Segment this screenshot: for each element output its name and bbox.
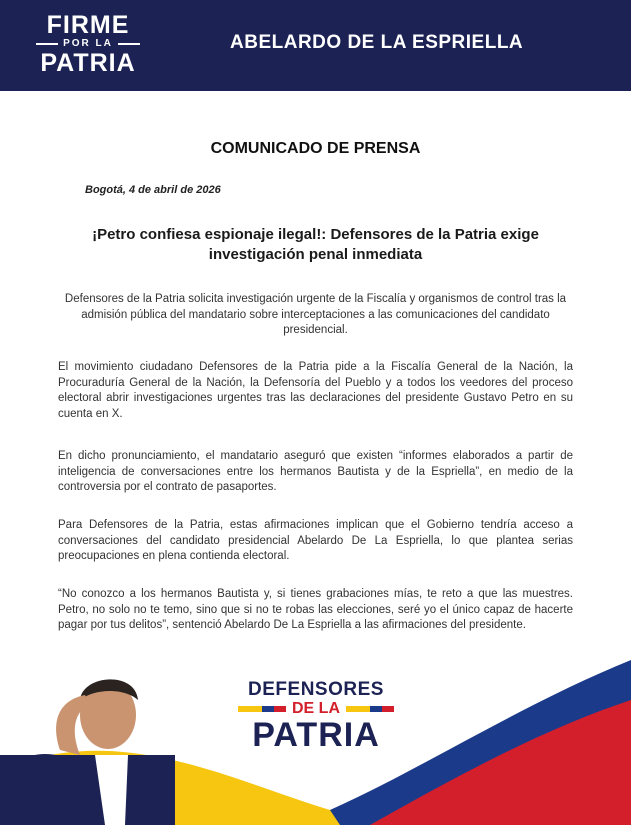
body-paragraph-1: El movimiento ciudadano Defensores de la Patria pide a la Fiscalía General de la Nación, la Procuraduría General de la Nación, la Defensoría del Pueblo y a todos los veedores del proceso electoral abrir investigaciones urgentes tras las declaraciones del presidente Gustavo Petro en su cuenta en X. bbox=[58, 361, 573, 420]
document-title: COMUNICADO DE PRENSA bbox=[210, 140, 421, 157]
flag-red-band bbox=[370, 700, 631, 825]
def-logo-stripe-left bbox=[238, 706, 286, 712]
def-logo-stripe-right bbox=[346, 706, 394, 712]
logo-line-por-la-text: POR LA bbox=[63, 38, 113, 49]
body-paragraph-2: En dicho pronunciamiento, el mandatario aseguró que existen “informes elaborados a partir de inteligencia de conversaciones entre los hermanos Bautista y de la Espriella”, en medio de la controversia por el contrato de pasaportes. bbox=[58, 450, 573, 493]
def-logo-line-patria: PATRIA bbox=[252, 716, 380, 754]
logo-bar-left bbox=[36, 43, 58, 45]
logo-line-patria: PATRIA bbox=[40, 49, 136, 77]
def-logo-line-defensores: DEFENSORES bbox=[248, 679, 384, 700]
saluting-person-image bbox=[0, 660, 200, 825]
logo-line-firme: FIRME bbox=[46, 11, 130, 39]
firme-por-la-patria-logo bbox=[28, 12, 148, 76]
def-logo-line-de-la-text: DE LA bbox=[292, 700, 340, 717]
header-banner bbox=[0, 0, 631, 91]
logo-bar-right bbox=[118, 43, 140, 45]
body-paragraph-4: “No conozco a los hermanos Bautista y, si tienes grabaciones mías, te reto a que las muestres. Petro, no solo no te temo, sino que si no te robas las elecciones, seré yo el único capaz de hacerte pagar por tus delitos”, sentenció Abelardo De La Espriella a las afirmaciones del presidente. bbox=[58, 588, 573, 631]
defensores-de-la-patria-logo bbox=[237, 680, 395, 752]
candidate-name: ABELARDO DE LA ESPRIELLA bbox=[230, 32, 524, 53]
body-paragraph-3: Para Defensores de la Patria, estas afirmaciones implican que el Gobierno tendría acceso a conversaciones del candidato presidencial Abelardo De La Espriella, lo que plantea serias preocupaciones en plena contienda electoral. bbox=[58, 519, 573, 562]
headline: ¡Petro confiesa espionaje ilegal!: Defensores de la Patria exige investigación penal inmediata bbox=[92, 226, 539, 263]
summary-paragraph: Defensores de la Patria solicita investigación urgente de la Fiscalía y organismos de control tras la admisión pública del mandatario sobre interceptaciones a las comunicaciones del candidato presidencial. bbox=[64, 293, 567, 336]
document-date: Bogotá, 4 de abril de 2026 bbox=[85, 184, 221, 196]
